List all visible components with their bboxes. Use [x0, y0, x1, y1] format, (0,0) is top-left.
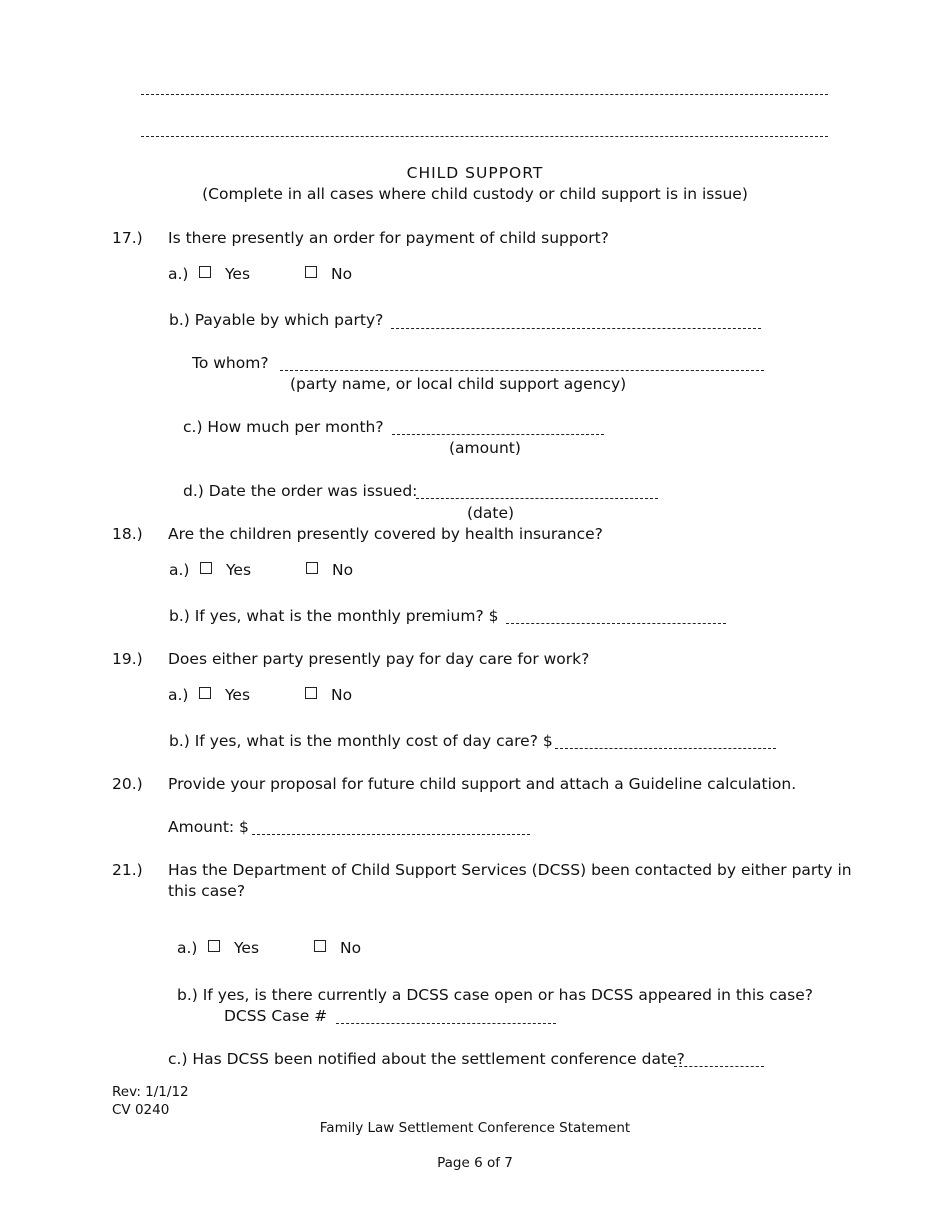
q17-payable-party-field[interactable]	[391, 328, 761, 329]
q19-yes-label: Yes	[225, 686, 251, 704]
q17-to-whom-hint: (party name, or local child support agency)	[290, 375, 627, 393]
q18-question: Are the children presently covered by health insurance?	[168, 525, 603, 543]
q17-question: Is there presently an order for payment of child support?	[168, 229, 609, 247]
q18-number: 18.)	[112, 525, 143, 543]
q19-yes-checkbox[interactable]	[199, 687, 211, 699]
q17-c-label: c.) How much per month?	[183, 418, 384, 436]
q21-number: 21.)	[112, 861, 143, 879]
q17-amount-hint: (amount)	[449, 439, 521, 457]
q17-a-label: a.)	[168, 265, 189, 283]
q17-to-whom-label: To whom?	[192, 354, 269, 372]
q17-monthly-amount-field[interactable]	[392, 434, 604, 435]
q21-yes-label: Yes	[234, 939, 260, 957]
q17-d-label: d.) Date the order was issued:	[183, 482, 418, 500]
q19-a-label: a.)	[168, 686, 189, 704]
q21-b-label: b.) If yes, is there currently a DCSS case open or has DCSS appeared in this case?	[177, 986, 813, 1004]
q21-yes-checkbox[interactable]	[208, 940, 220, 952]
q21-a-label: a.)	[177, 939, 198, 957]
q21-no-checkbox[interactable]	[314, 940, 326, 952]
q17-yes-checkbox[interactable]	[199, 266, 211, 278]
footer-page-number: Page 6 of 7	[437, 1155, 513, 1171]
footer-form-title: Family Law Settlement Conference Statement	[319, 1120, 631, 1136]
q21-notified-field[interactable]	[674, 1066, 764, 1067]
footer-form-number: CV 0240	[112, 1102, 170, 1118]
section-subtitle: (Complete in all cases where child custody or child support is in issue)	[202, 185, 748, 203]
q17-yes-label: Yes	[225, 265, 251, 283]
q20-number: 20.)	[112, 775, 143, 793]
q17-no-checkbox[interactable]	[305, 266, 317, 278]
top-blank-line-1[interactable]	[141, 94, 828, 95]
q18-b-label: b.) If yes, what is the monthly premium? $	[169, 607, 499, 625]
q19-day-care-cost-field[interactable]	[555, 748, 776, 749]
q17-to-whom-field[interactable]	[280, 370, 764, 371]
footer-revision: Rev: 1/1/12	[112, 1084, 189, 1100]
q21-question-line-1: Has the Department of Child Support Services (DCSS) been contacted by either party in	[168, 861, 852, 879]
q18-a-label: a.)	[169, 561, 190, 579]
q17-order-date-field[interactable]	[416, 498, 658, 499]
q20-amount-field[interactable]	[252, 834, 530, 835]
q19-b-label: b.) If yes, what is the monthly cost of day care? $	[169, 732, 553, 750]
q20-question: Provide your proposal for future child support and attach a Guideline calculation.	[168, 775, 797, 793]
q21-c-label: c.) Has DCSS been notified about the settlement conference date?	[168, 1050, 685, 1068]
q17-date-hint: (date)	[467, 504, 515, 522]
q18-no-checkbox[interactable]	[306, 562, 318, 574]
q19-question: Does either party presently pay for day care for work?	[168, 650, 590, 668]
q20-amount-label: Amount: $	[168, 818, 249, 836]
q21-case-number-field[interactable]	[336, 1023, 556, 1024]
q17-number: 17.)	[112, 229, 143, 247]
q18-no-label: No	[332, 561, 354, 579]
q18-yes-checkbox[interactable]	[200, 562, 212, 574]
q19-number: 19.)	[112, 650, 143, 668]
q21-case-label: DCSS Case #	[224, 1007, 328, 1025]
section-title: CHILD SUPPORT	[406, 164, 544, 182]
top-blank-line-2[interactable]	[141, 136, 828, 137]
q18-monthly-premium-field[interactable]	[506, 623, 726, 624]
q18-yes-label: Yes	[226, 561, 252, 579]
q19-no-label: No	[331, 686, 353, 704]
q17-no-label: No	[331, 265, 353, 283]
q19-no-checkbox[interactable]	[305, 687, 317, 699]
q21-question-line-2: this case?	[168, 882, 246, 900]
q21-no-label: No	[340, 939, 362, 957]
q17-b-label: b.) Payable by which party?	[169, 311, 384, 329]
